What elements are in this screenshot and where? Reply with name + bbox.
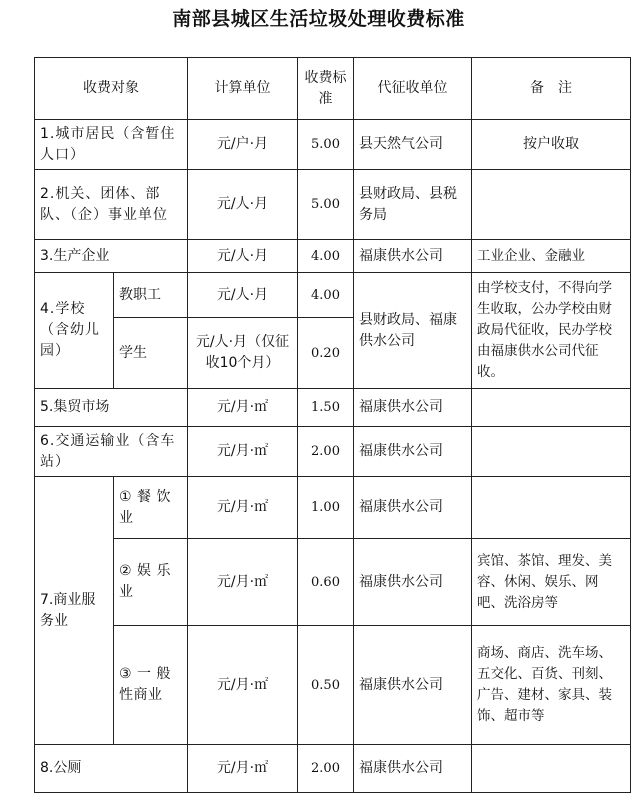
collector-cell: 福康供水公司 <box>354 477 472 539</box>
target-cell: 3.生产企业 <box>35 240 188 273</box>
target-cell: 4.学校（含幼儿园） <box>35 273 114 389</box>
remarks-cell: 商场、商店、洗车场、五交化、百货、刊刻、广告、建材、家具、装饰、超市等 <box>472 626 631 745</box>
subcategory-cell: 学生 <box>114 318 188 389</box>
header-unit: 计算单位 <box>188 58 298 120</box>
remarks-cell: 工业企业、金融业 <box>472 240 631 273</box>
collector-cell: 福康供水公司 <box>354 240 472 273</box>
table-row <box>35 240 631 273</box>
unit-cell: 元/月·㎡ <box>188 427 298 477</box>
unit-cell: 元/人·月（仅征收10个月） <box>188 318 298 389</box>
header-standard: 收费标准 <box>298 58 354 120</box>
target-cell: 6.交通运输业（含车站） <box>35 427 188 477</box>
table-row <box>35 120 631 170</box>
remarks-cell <box>472 477 631 539</box>
table-header-row <box>35 58 631 120</box>
standard-cell: 0.60 <box>298 539 354 626</box>
remarks-cell <box>472 389 631 427</box>
unit-cell: 元/月·㎡ <box>188 745 298 793</box>
unit-cell: 元/人·月 <box>188 273 298 318</box>
remarks-cell: 宾馆、茶馆、理发、美容、休闲、娱乐、网吧、洗浴房等 <box>472 539 631 626</box>
standard-cell: 1.00 <box>298 477 354 539</box>
collector-cell: 福康供水公司 <box>354 626 472 745</box>
header-collector: 代征收单位 <box>354 58 472 120</box>
unit-cell: 元/户·月 <box>188 120 298 170</box>
target-cell: 2.机关、团体、部队、（企）事业单位 <box>35 170 188 240</box>
standard-cell: 0.20 <box>298 318 354 389</box>
table-row <box>35 273 631 318</box>
collector-cell: 福康供水公司 <box>354 539 472 626</box>
table-row <box>35 477 631 539</box>
collector-cell: 县财政局、福康供水公司 <box>354 273 472 389</box>
standard-cell: 5.00 <box>298 170 354 240</box>
standard-cell: 2.00 <box>298 427 354 477</box>
table-row <box>35 626 631 745</box>
table-row <box>35 745 631 793</box>
collector-cell: 县财政局、县税务局 <box>354 170 472 240</box>
collector-cell: 福康供水公司 <box>354 427 472 477</box>
remarks-cell: 按户收取 <box>472 120 631 170</box>
page-title: 南部县城区生活垃圾处理收费标准 <box>172 8 465 30</box>
subcategory-cell: ③ 一 般 性商业 <box>114 626 188 745</box>
remarks-cell <box>472 745 631 793</box>
table-row <box>35 427 631 477</box>
target-cell: 7.商业服务业 <box>35 477 114 745</box>
remarks-cell: 由学校支付，不得向学生收取，公办学校由财政局代征收，民办学校由福康供水公司代征收。 <box>472 273 631 389</box>
target-cell: 1.城市居民（含暂住人口） <box>35 120 188 170</box>
header-target: 收费对象 <box>35 58 188 120</box>
collector-cell: 县天然气公司 <box>354 120 472 170</box>
standard-cell: 2.00 <box>298 745 354 793</box>
collector-cell: 福康供水公司 <box>354 389 472 427</box>
unit-cell: 元/月·㎡ <box>188 477 298 539</box>
remarks-cell <box>472 170 631 240</box>
subcategory-cell: ② 娱 乐 业 <box>114 539 188 626</box>
standard-cell: 5.00 <box>298 120 354 170</box>
unit-cell: 元/月·㎡ <box>188 626 298 745</box>
fee-table <box>34 57 631 793</box>
unit-cell: 元/月·㎡ <box>188 539 298 626</box>
target-cell: 8.公厕 <box>35 745 188 793</box>
unit-cell: 元/月·㎡ <box>188 389 298 427</box>
standard-cell: 4.00 <box>298 273 354 318</box>
standard-cell: 4.00 <box>298 240 354 273</box>
remarks-cell <box>472 427 631 477</box>
table-row <box>35 170 631 240</box>
collector-cell: 福康供水公司 <box>354 745 472 793</box>
subcategory-cell: ① 餐 饮 业 <box>114 477 188 539</box>
target-cell: 5.集贸市场 <box>35 389 188 427</box>
unit-cell: 元/人·月 <box>188 170 298 240</box>
subcategory-cell: 教职工 <box>114 273 188 318</box>
header-remarks: 备 注 <box>472 58 631 120</box>
standard-cell: 1.50 <box>298 389 354 427</box>
unit-cell: 元/人·月 <box>188 240 298 273</box>
table-row <box>35 389 631 427</box>
table-row <box>35 539 631 626</box>
standard-cell: 0.50 <box>298 626 354 745</box>
